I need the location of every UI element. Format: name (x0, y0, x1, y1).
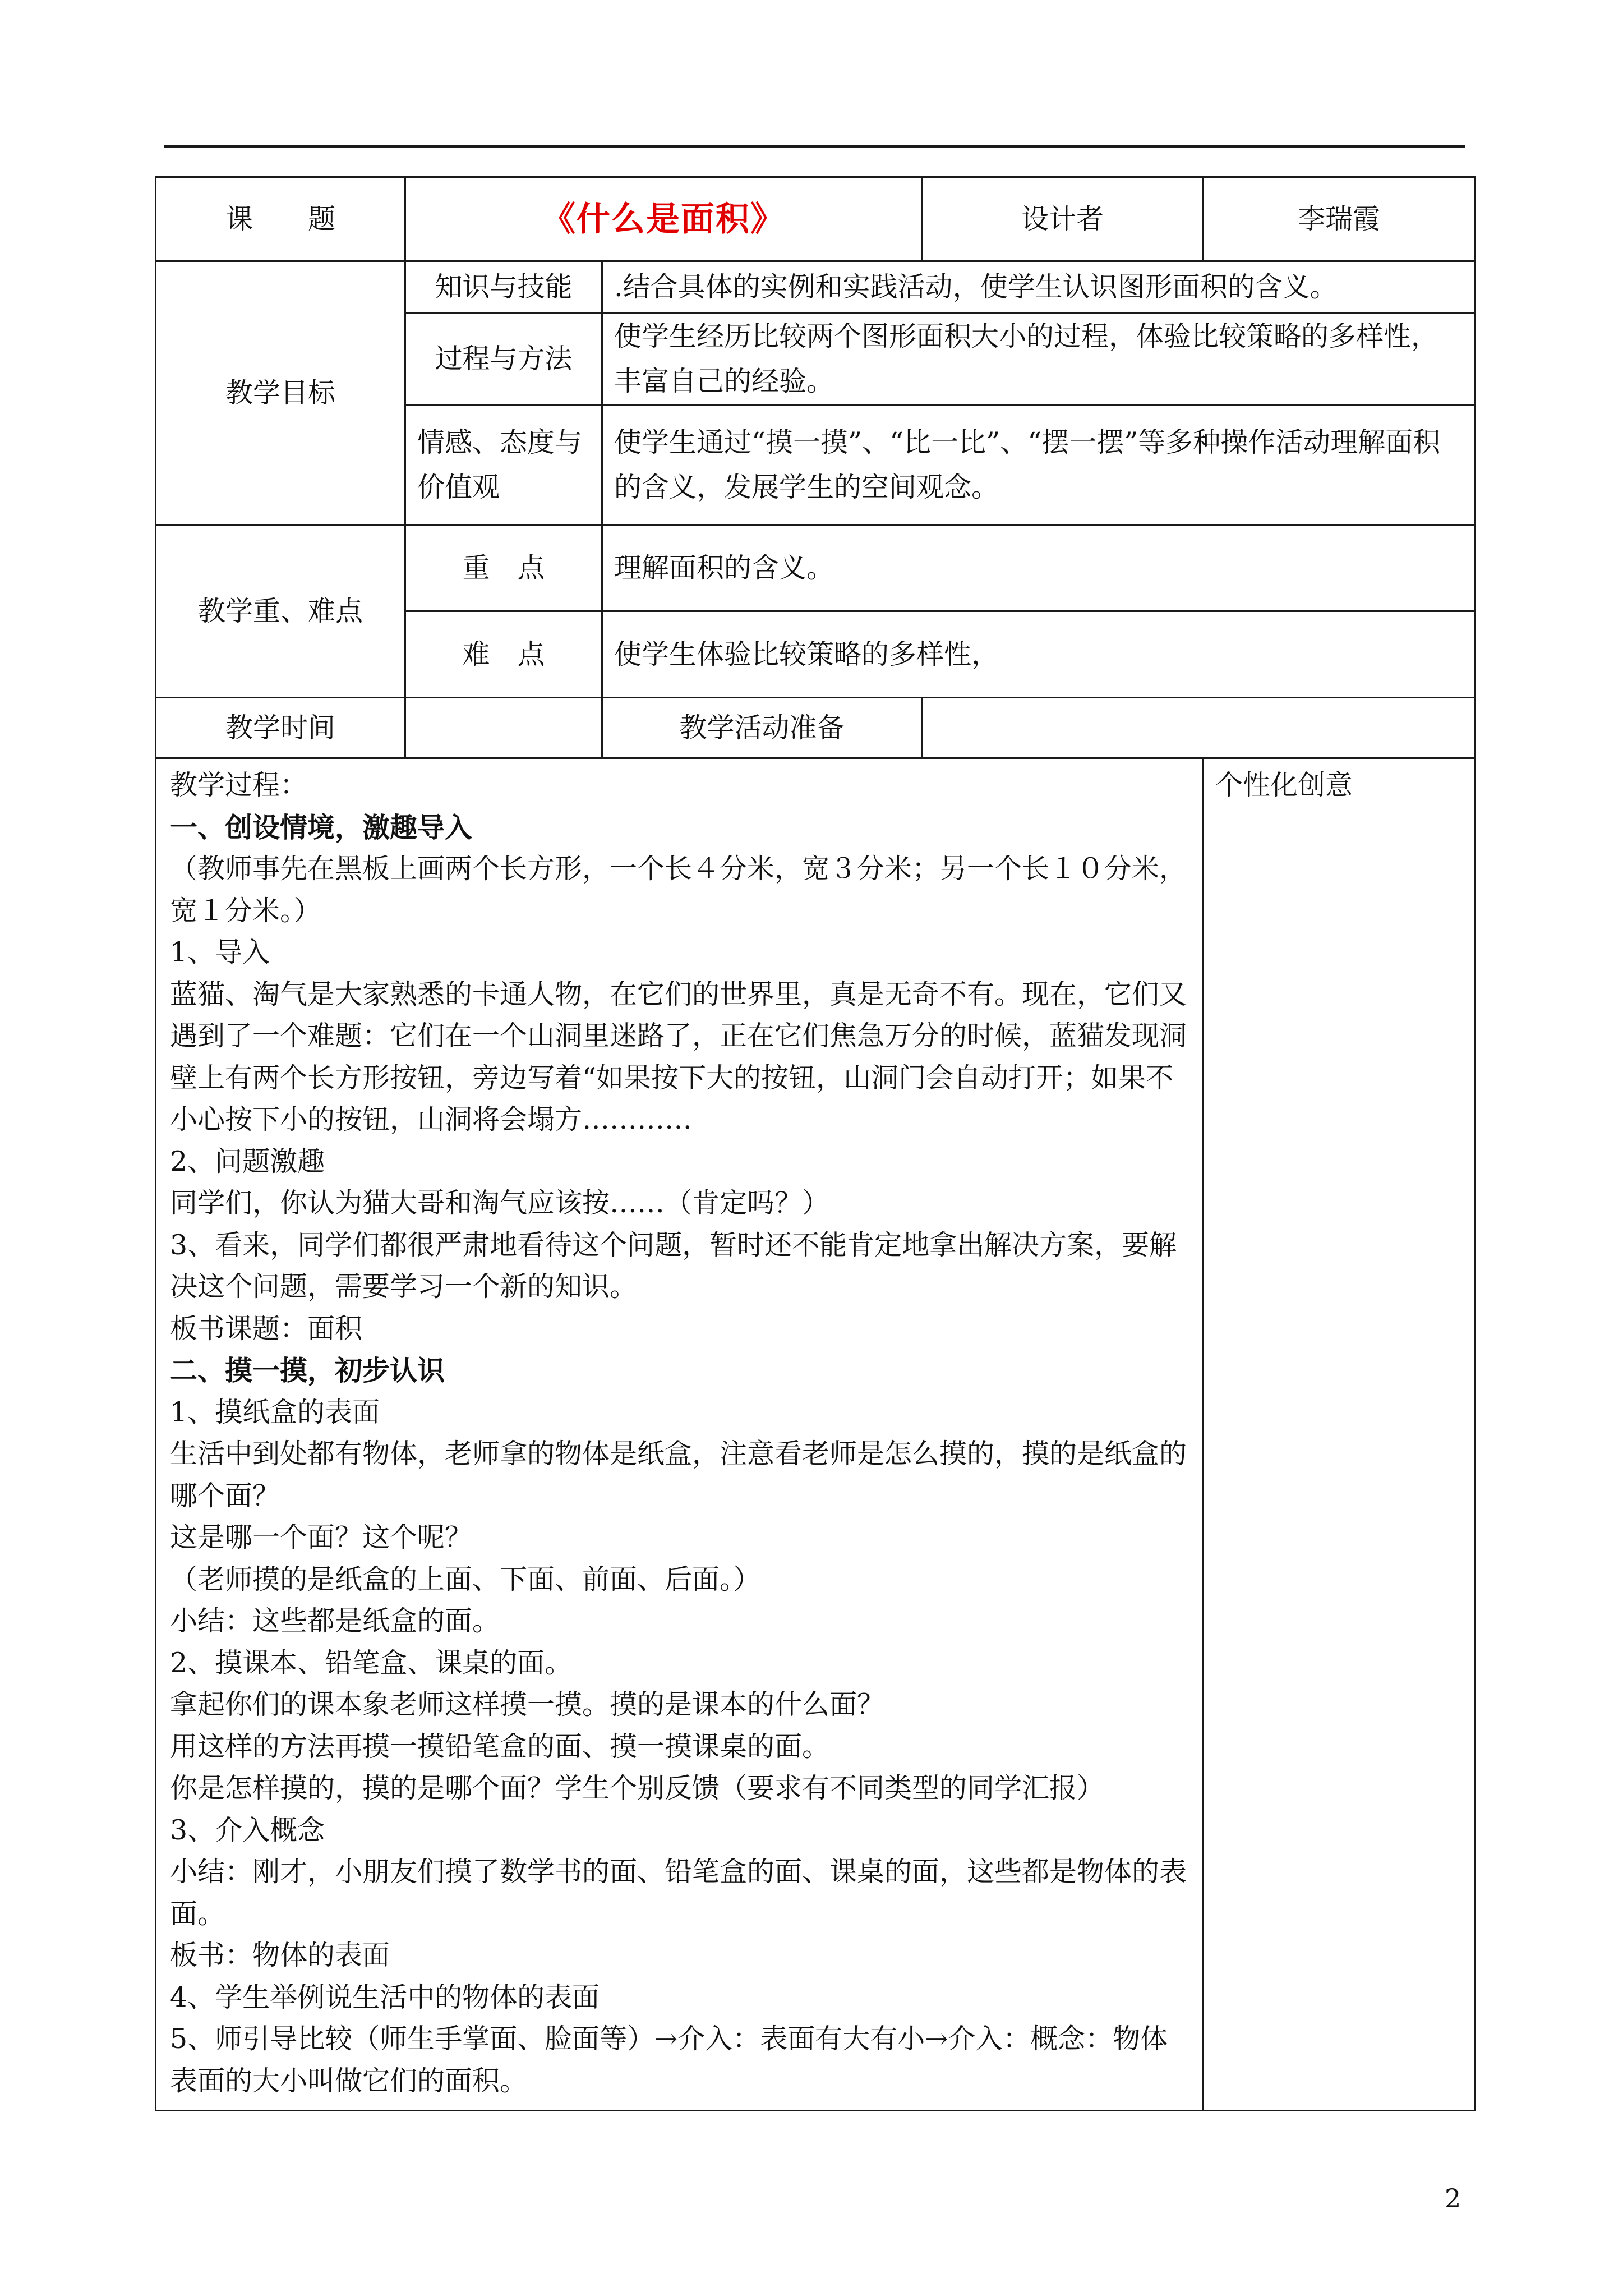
process-line: 同学们，你认为猫大哥和淘气应该按……（肯定吗？） (170, 1187, 830, 1219)
process-line: 板书课题：面积 (170, 1312, 363, 1345)
prep-value (922, 698, 1475, 758)
time-row (156, 698, 1475, 758)
objective-text-3: 使学生通过“摸一摸”、“比一比”、“摆一摆”等多种操作活动理解面积的含义，发展学生的空间观念。 (602, 405, 1475, 525)
process-line: （教师事先在黑板上画两个长方形，一个长４分米，宽３分米；另一个长１０分米，宽１分米。） (170, 853, 1187, 927)
process-line: 3、介入概念 (170, 1814, 325, 1846)
objective-row-1 (156, 261, 1475, 313)
important-text: 理解面积的含义。 (602, 525, 1475, 611)
keypoints-label: 教学重、难点 (156, 525, 405, 698)
section-heading-1: 一、创设情境，激趣导入 (170, 811, 473, 844)
process-line: 4、学生举例说生活中的物体的表面 (170, 1981, 600, 2013)
process-line: 板书：物体的表面 (170, 1939, 390, 1971)
designer-name: 李瑞霞 (1204, 177, 1475, 261)
section-heading-2: 二、摸一摸，初步认识 (170, 1354, 445, 1387)
prep-label: 教学活动准备 (602, 698, 922, 758)
process-line: 2、问题激趣 (170, 1145, 325, 1177)
lesson-plan-table (155, 176, 1476, 2111)
process-line: 用这样的方法再摸一摸铅笔盒的面、摸一摸课桌的面。 (170, 1730, 830, 1763)
designer-label: 设计者 (922, 177, 1204, 261)
process-line: 3、看来，同学们都很严肃地看待这个问题，暂时还不能肯定地拿出解决方案，要解决这个问题，需要学习一个新的知识。 (170, 1228, 1177, 1303)
time-value (405, 698, 602, 758)
process-line: 小结：刚才，小朋友们摸了数学书的面、铅笔盒的面、课桌的面，这些都是物体的表面。 (170, 1856, 1187, 1930)
objective-text-1: .结合具体的实例和实践活动，使学生认识图形面积的含义。 (602, 261, 1475, 313)
process-line: 这是哪一个面？这个呢？ (170, 1521, 473, 1553)
page-number: 2 (1445, 2183, 1461, 2214)
objectives-label: 教学目标 (156, 261, 405, 525)
objective-text-2: 使学生经历比较两个图形面积大小的过程，体验比较策略的多样性，丰富自己的经验。 (602, 313, 1475, 405)
process-line: （老师摸的是纸盒的上面、下面、前面、后面。） (170, 1563, 761, 1595)
process-line: 教学过程： (170, 769, 308, 801)
process-line: 1、摸纸盒的表面 (170, 1396, 380, 1428)
process-line: 蓝猫、淘气是大家熟悉的卡通人物，在它们的世界里，真是无奇不有。现在，它们又遇到了一个难题：它们在一个山洞里迷路了，正在它们焦急万分的时候，蓝猫发现洞壁上有两个长方形按钮，旁边写着“如果按下大的按钮，山洞门会自动打开；如果不小心按下小的按钮，山洞将会塌方………… (170, 978, 1187, 1135)
personal-creative-column: 个性化创意 (1204, 758, 1475, 2111)
topic-label: 课 题 (156, 177, 405, 261)
process-line: 生活中到处都有物体，老师拿的物体是纸盒，注意看老师是怎么摸的，摸的是纸盒的哪个面？ (170, 1438, 1187, 1512)
teaching-process (156, 758, 1204, 2111)
keypoint-row-important (156, 525, 1475, 611)
objective-name-2: 过程与方法 (405, 313, 602, 405)
process-line: 2、摸课本、铅笔盒、课桌的面。 (170, 1646, 573, 1679)
header-rule (164, 145, 1465, 148)
process-line: 1、导入 (170, 936, 270, 968)
important-label: 重 点 (405, 525, 602, 611)
difficult-label: 难 点 (405, 611, 602, 698)
lesson-title: 《什么是面积》 (405, 177, 922, 261)
process-line: 拿起你们的课本象老师这样摸一摸。摸的是课本的什么面？ (170, 1688, 885, 1720)
process-line: 5、师引导比较（师生手掌面、脸面等）→介入：表面有大有小→介入：概念：物体表面的大小叫做它们的面积。 (170, 2023, 1168, 2097)
objective-name-1: 知识与技能 (405, 261, 602, 313)
process-line: 你是怎样摸的，摸的是哪个面？学生个别反馈（要求有不同类型的同学汇报） (170, 1772, 1105, 1804)
header-row (156, 177, 1475, 261)
process-row (156, 758, 1475, 2111)
time-label: 教学时间 (156, 698, 405, 758)
objective-name-3: 情感、态度与价值观 (405, 405, 602, 525)
difficult-text: 使学生体验比较策略的多样性， (602, 611, 1475, 698)
process-line: 小结：这些都是纸盒的面。 (170, 1605, 500, 1637)
